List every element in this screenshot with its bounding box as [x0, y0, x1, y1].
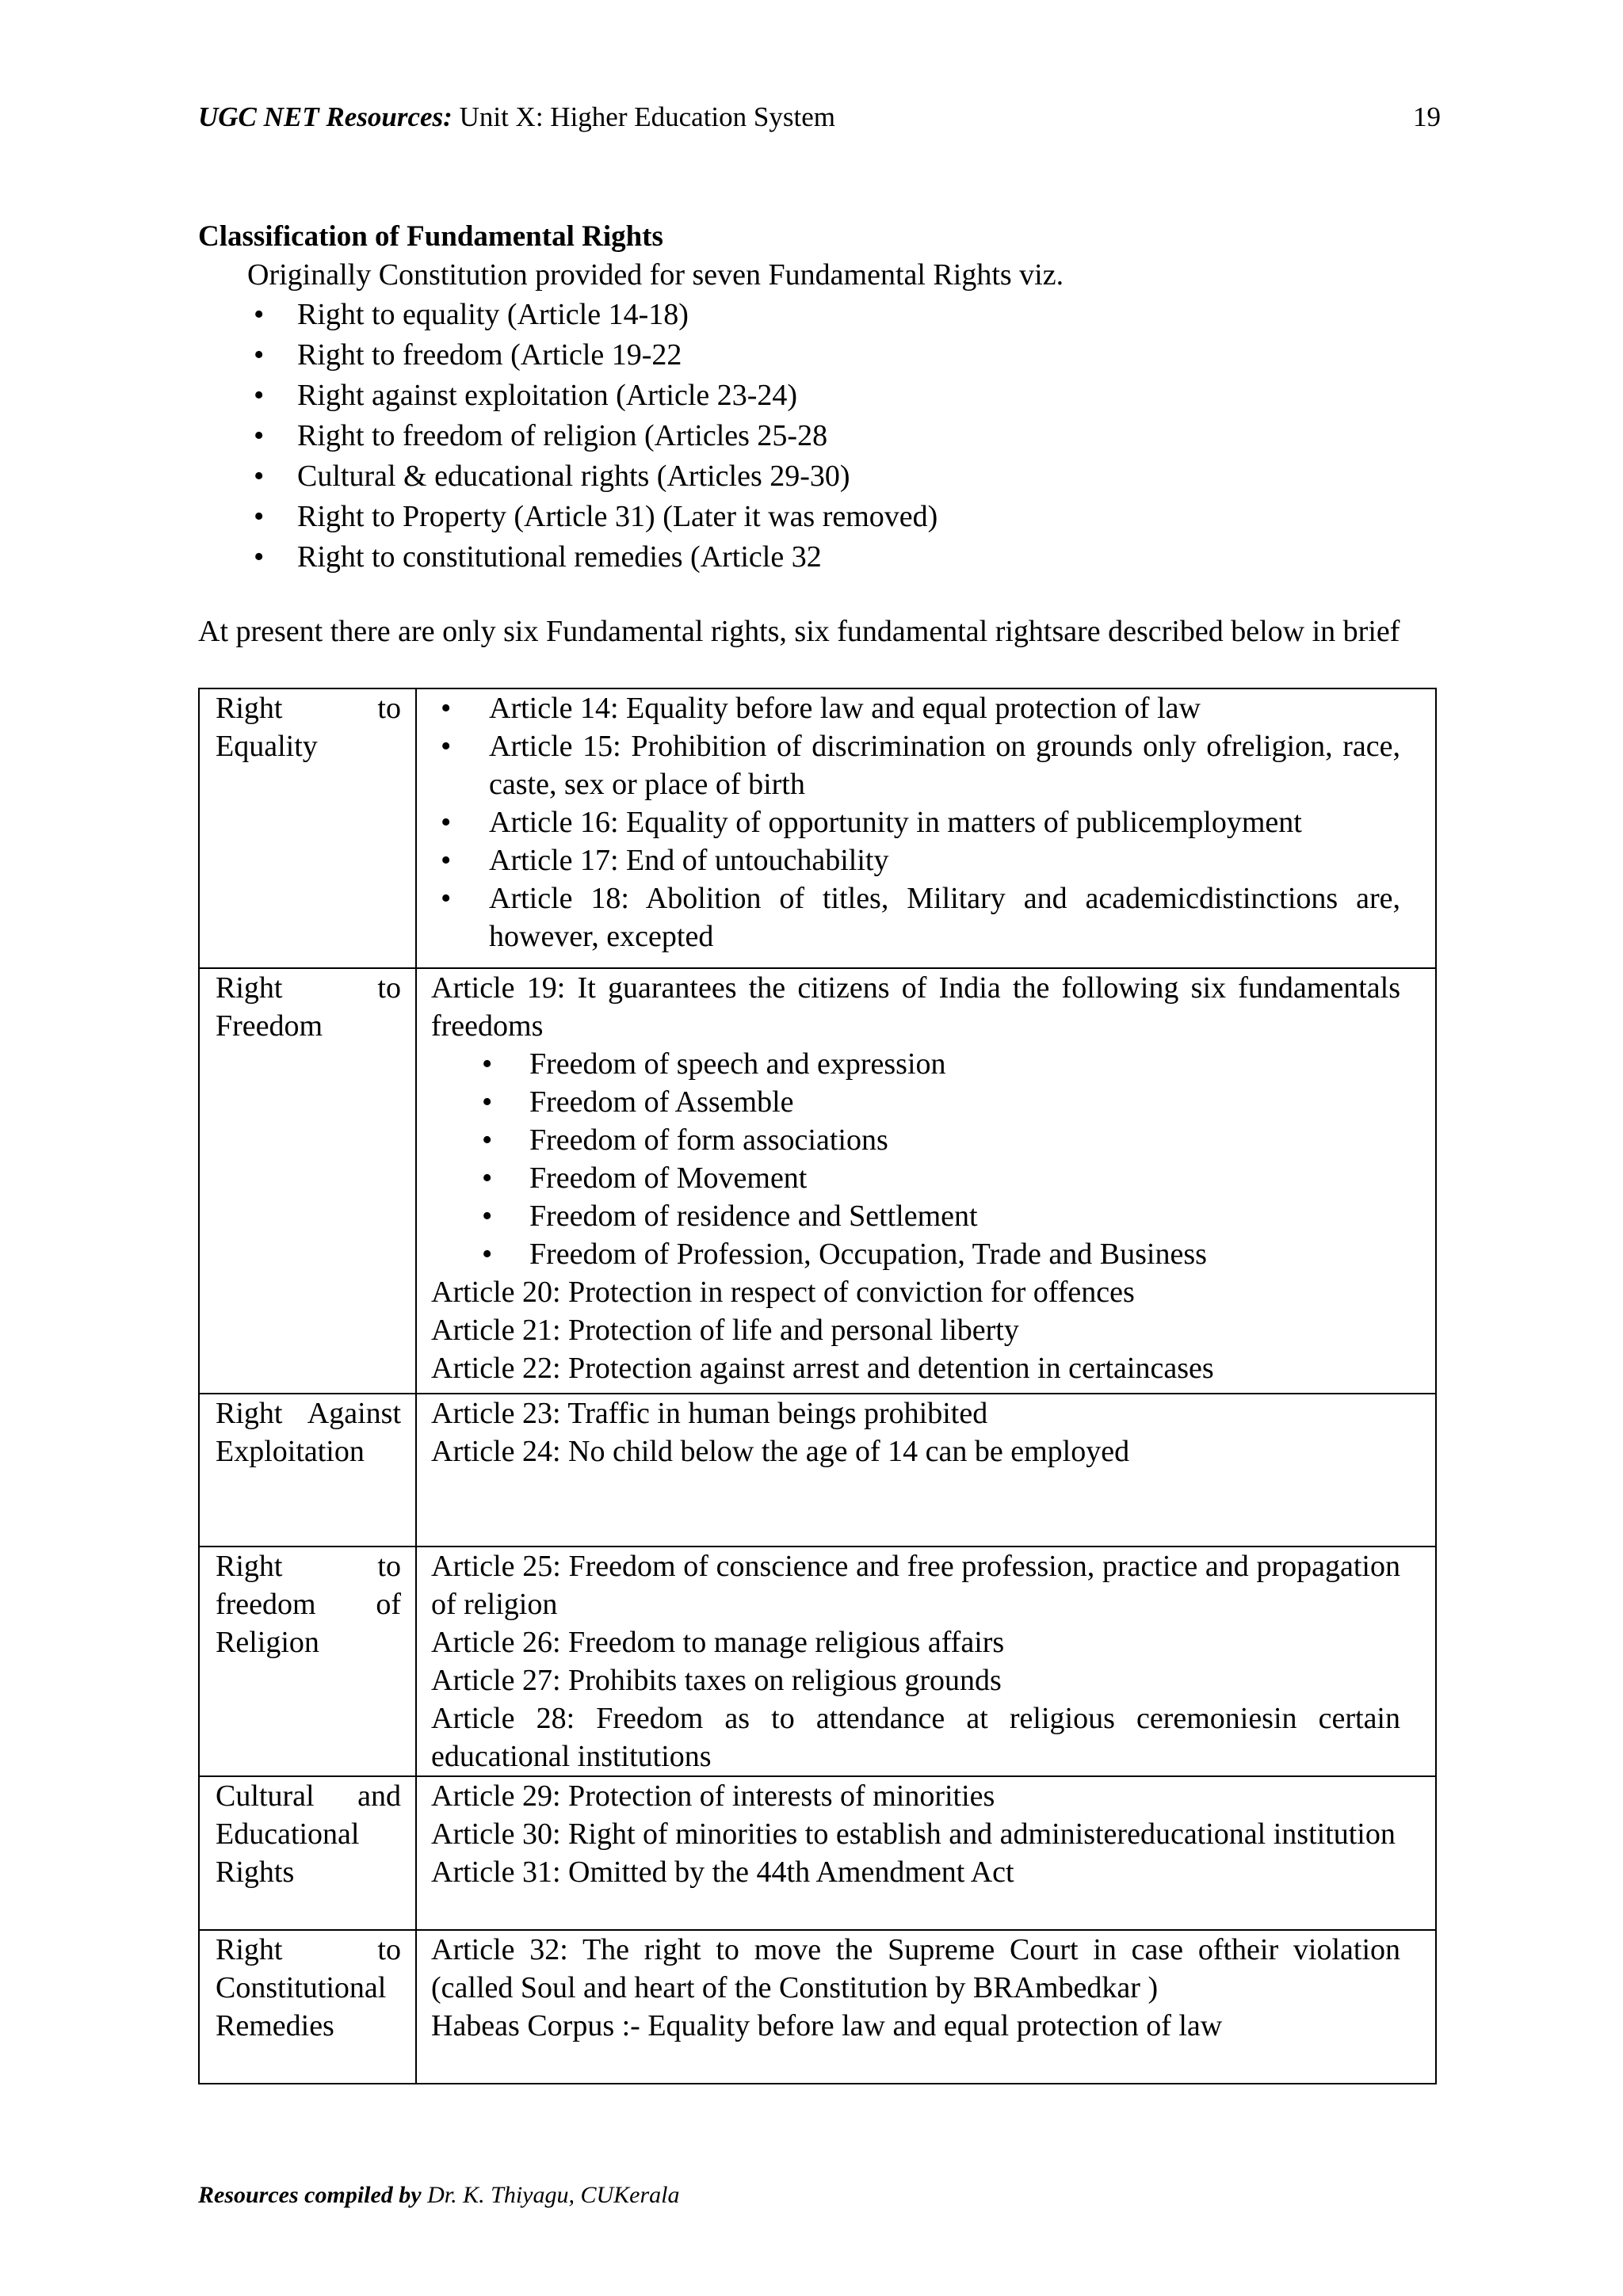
description-cell: [416, 1394, 1436, 1547]
category-cell: Right Against Exploitation: [199, 1394, 416, 1547]
category-cell: Right to freedom of Religion: [199, 1547, 416, 1776]
bullet-icon: •: [441, 730, 452, 763]
bullet-icon: •: [482, 1123, 493, 1157]
table-row: [199, 688, 1436, 968]
article-text: Article 20: Protection in respect of conviction for offences: [431, 1276, 1135, 1309]
bullet-icon: •: [254, 379, 265, 412]
list-item: • Freedom of form associations: [431, 1121, 1400, 1159]
article-text: Article 30: Right of minorities to establish and administereducational institution: [431, 1817, 1396, 1851]
description-cell: [416, 1930, 1436, 2084]
bullet-icon: •: [441, 844, 452, 877]
category-cell: Right to Equality: [199, 688, 416, 968]
bullet-icon: •: [482, 1238, 493, 1271]
list-item: • Right to equality (Article 14-18): [247, 295, 938, 335]
table-row: [199, 968, 1436, 1394]
list-item: • Cultural & educational rights (Articles 29-30): [247, 456, 938, 497]
description-cell: [416, 1776, 1436, 1930]
header-brand: UGC NET Resources:: [198, 101, 453, 132]
page-footer: [198, 2182, 680, 2209]
bullet-icon: •: [254, 419, 265, 452]
category-cell: Right to Freedom: [199, 968, 416, 1394]
article-list: [431, 689, 1400, 955]
list-item: • Freedom of residence and Settlement: [431, 1197, 1400, 1235]
bullet-icon: •: [254, 460, 265, 493]
list-item: • Freedom of Movement: [431, 1159, 1400, 1197]
header-unit: Unit X: Higher Education System: [459, 101, 835, 132]
list-item: • Article 14: Equality before law and equal protection of law: [431, 689, 1400, 727]
section-title: Classification of Fundamental Rights: [198, 220, 663, 253]
table-row: [199, 1930, 1436, 2084]
page-header: [198, 101, 1441, 136]
article-text: Article 28: Freedom as to attendance at religious ceremoniesin certain educational institutions: [431, 1702, 1400, 1773]
page-number: 19: [1413, 101, 1441, 132]
article-text: Article 29: Protection of interests of minorities: [431, 1779, 995, 1813]
article-text: Article 24: No child below the age of 14 can be employed: [431, 1435, 1130, 1468]
description-cell: [416, 968, 1436, 1394]
article-text: Article 27: Prohibits taxes on religious grounds: [431, 1664, 1002, 1697]
list-item: • Right to constitutional remedies (Article 32: [247, 537, 938, 578]
bullet-icon: •: [254, 298, 265, 331]
bullet-icon: •: [482, 1199, 493, 1233]
bullet-icon: •: [254, 338, 265, 372]
article-text: Article 21: Protection of life and personal liberty: [431, 1314, 1019, 1347]
category-cell: Cultural and Educational Rights: [199, 1776, 416, 1930]
list-item: • Article 17: End of untouchability: [431, 841, 1400, 879]
bullet-icon: •: [441, 806, 452, 839]
category-cell: Right to Constitutional Remedies: [199, 1930, 416, 2084]
list-item: • Article 18: Abolition of titles, Military and academicdistinctions are, however, excepted: [431, 879, 1400, 955]
description-cell: [416, 688, 1436, 968]
article-text: Article 32: The right to move the Supreme Court in case oftheir violation (called Soul and heart of the Constitution by BRAmbedkar ): [431, 1933, 1400, 2004]
bullet-icon: •: [254, 540, 265, 574]
article-text: Article 19: It guarantees the citizens of India the following six fundamentals freedoms: [431, 971, 1400, 1043]
bullet-icon: •: [254, 500, 265, 533]
table-row: [199, 1547, 1436, 1776]
rights-table: [198, 688, 1437, 2084]
present-rights-text: At present there are only six Fundamental rights, six fundamental rightsare described below in brief: [198, 615, 1400, 648]
intro-text: Originally Constitution provided for seven Fundamental Rights viz.: [247, 258, 1064, 292]
footer-lead: Resources compiled by: [198, 2182, 422, 2208]
article-text: Article 25: Freedom of conscience and free profession, practice and propagation of religion: [431, 1550, 1400, 1621]
freedoms-list: [431, 1045, 1400, 1273]
article-text: Article 31: Omitted by the 44th Amendment Act: [431, 1855, 1014, 1889]
list-item: • Article 15: Prohibition of discrimination on grounds only ofreligion, race, caste, sex or place of birth: [431, 727, 1400, 803]
list-item: • Right to freedom (Article 19-22: [247, 335, 938, 376]
bullet-icon: •: [482, 1047, 493, 1081]
list-item: • Right to Property (Article 31) (Later it was removed): [247, 497, 938, 537]
table-row: [199, 1776, 1436, 1930]
article-text: Article 22: Protection against arrest and detention in certaincases: [431, 1352, 1214, 1385]
list-item: • Freedom of speech and expression: [431, 1045, 1400, 1083]
article-text: Habeas Corpus :- Equality before law and equal protection of law: [431, 2009, 1223, 2042]
list-item: • Article 16: Equality of opportunity in matters of publicemployment: [431, 803, 1400, 841]
list-item: • Freedom of Profession, Occupation, Trade and Business: [431, 1235, 1400, 1273]
original-rights-list: [247, 295, 938, 578]
list-item: • Right against exploitation (Article 23-24): [247, 376, 938, 416]
article-text: Article 23: Traffic in human beings prohibited: [431, 1397, 988, 1430]
bullet-icon: •: [441, 692, 452, 725]
footer-author: Dr. K. Thiyagu, CUKerala: [427, 2182, 680, 2208]
bullet-icon: •: [482, 1161, 493, 1195]
list-item: • Right to freedom of religion (Articles 25-28: [247, 416, 938, 456]
table-row: [199, 1394, 1436, 1547]
list-item: • Freedom of Assemble: [431, 1083, 1400, 1121]
bullet-icon: •: [482, 1085, 493, 1119]
header-title: [198, 101, 835, 133]
article-text: Article 26: Freedom to manage religious affairs: [431, 1626, 1005, 1659]
description-cell: [416, 1547, 1436, 1776]
bullet-icon: •: [441, 882, 452, 915]
